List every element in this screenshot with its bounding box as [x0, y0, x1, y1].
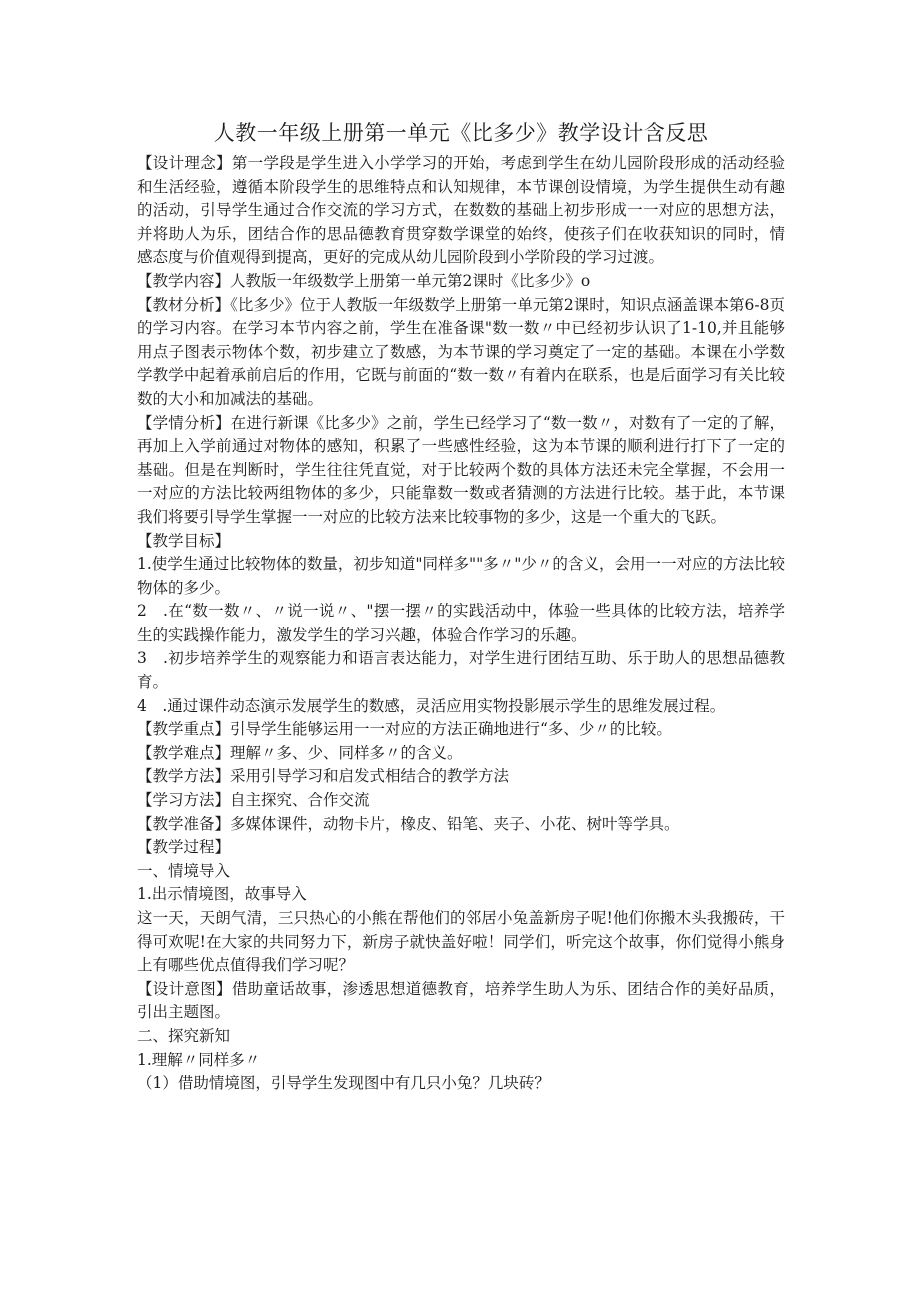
- goal-item-4: 4 .通过课件动态演示发展学生的数感，灵活应用实物投影展示学生的思维发展过程。: [137, 696, 726, 715]
- paragraph-design-intent: 【设计意图】借助童话故事，渗透思想道德教育，培养学生助人为乐、团结合作的美好品质，引出主题图。: [137, 979, 785, 1022]
- document-title: 人教一年级上册第一单元《比多少》教学设计含反思: [213, 121, 709, 145]
- paragraph-design-concept: 【设计理念】第一学段是学生进入小学学习的开始，考虑到学生在幼儿园阶段形成的活动经验和生活经验，遵循本阶段学生的思维特点和认知规律，本节课创设情境，为学生提供生动有趣的活动，引导学生通过合作交流的学习方式，在数数的基础上初步形成一一对应的思想方法，并将助人为乐，团结合作的思品德教育贯穿数学课堂的始终，使孩子们在收获知识的同时，情感态度与价值观得到提高，更好的完成从幼儿园阶段到小学阶段的学习过渡。: [137, 154, 785, 267]
- goal-item-2: 2 .在“数一数〃、〃说一说〃、"摆一摆〃的实践活动中，体验一些具体的比较方法，培养学生的实践操作能力，激发学生的学习兴趣，体验合作学习的乐趣。: [137, 602, 785, 644]
- paragraph-student-analysis: 【学情分析】在进行新课《比多少》之前，学生已经学习了“数一数〃，对数有了一定的了解，再加上入学前通过对物体的感知，积累了一些感性经验，这为本节课的顺利进行打下了一定的基础。但是在判断时，学生往往凭直觉，对于比较两个数的具体方法还未完全掌握，不会用一一对应的方法比较两组物体的多少，只能靠数一数或者猜测的方法进行比较。基于此，本节课我们将要引导学生掌握一一对应的比较方法来比较事物的多少，这是一个重大的飞跃。: [137, 413, 785, 526]
- heading-teaching-process: 【教学过程】: [137, 838, 231, 857]
- heading-teaching-goals: 【教学目标】: [137, 531, 231, 550]
- paragraph-teaching-method: 【教学方法】采用引导学习和启发式相结合的教学方法: [137, 767, 510, 786]
- sub-step-1: （1）借助情境图，引导学生发现图中有几只小兔？几块砖？: [137, 1074, 550, 1093]
- paragraph-story: 这一天，天朗气清，三只热心的小熊在帮他们的邻居小兔盖新房子呢!他们你搬木头我搬砖，干得可欢呢!在大家的共同努力下，新房子就快盖好啦！同学们，听完这个故事，你们觉得小熊身上有哪些优点值得我们学习呢？: [137, 909, 785, 975]
- document-page: [137, 118, 785, 1096]
- paragraph-preparation: 【教学准备】多媒体课件，动物卡片，橡皮、铅笔、夹子、小花、树叶等学具。: [137, 814, 680, 833]
- paragraph-difficulty: 【教学难点】理解〃多、少、同样多〃的含义。: [137, 743, 463, 762]
- paragraph-learning-method: 【学习方法】自主探究、合作交流: [137, 791, 370, 810]
- section-heading-2: 二、探究新知: [137, 1026, 231, 1045]
- paragraph-teaching-content: 【教学内容】人教版一年级数学上册第一单元第2课时《比多少》o: [137, 271, 591, 290]
- goal-item-1: 1.使学生通过比较物体的数量，初步知道"同样多""多〃"少〃的含义，会用一一对应的方法比较物体的多少。: [137, 555, 785, 597]
- goal-item-3: 3 .初步培养学生的观察能力和语言表达能力，对学生进行团结互助、乐于助人的思想品德教育。: [137, 649, 785, 692]
- step-heading-1: 1.出示情境图，故事导入: [137, 885, 307, 904]
- step-heading-2: 1.理解〃同样多〃: [137, 1050, 261, 1069]
- section-heading-1: 一、情境导入: [137, 861, 231, 880]
- paragraph-key-point: 【教学重点】引导学生能够运用一一对应的方法正确地进行“多、少〃的比较。: [137, 720, 672, 739]
- paragraph-textbook-analysis: 【教材分析】《比多少》位于人教版一年级数学上册第一单元第2课时，知识点涵盖课本第6-8页的学习内容。在学习本节内容之前，学生在准备课"数一数〃中已经初步认识了1-10,并且能够用点子图表示物体个数，初步建立了数感，为本节课的学习奠定了一定的基础。本课在小学数学教学中起着承前启后的作用，它既与前面的“数一数〃有着内在联系，也是后面学习有关比较数的大小和加减法的基础。: [137, 295, 785, 408]
